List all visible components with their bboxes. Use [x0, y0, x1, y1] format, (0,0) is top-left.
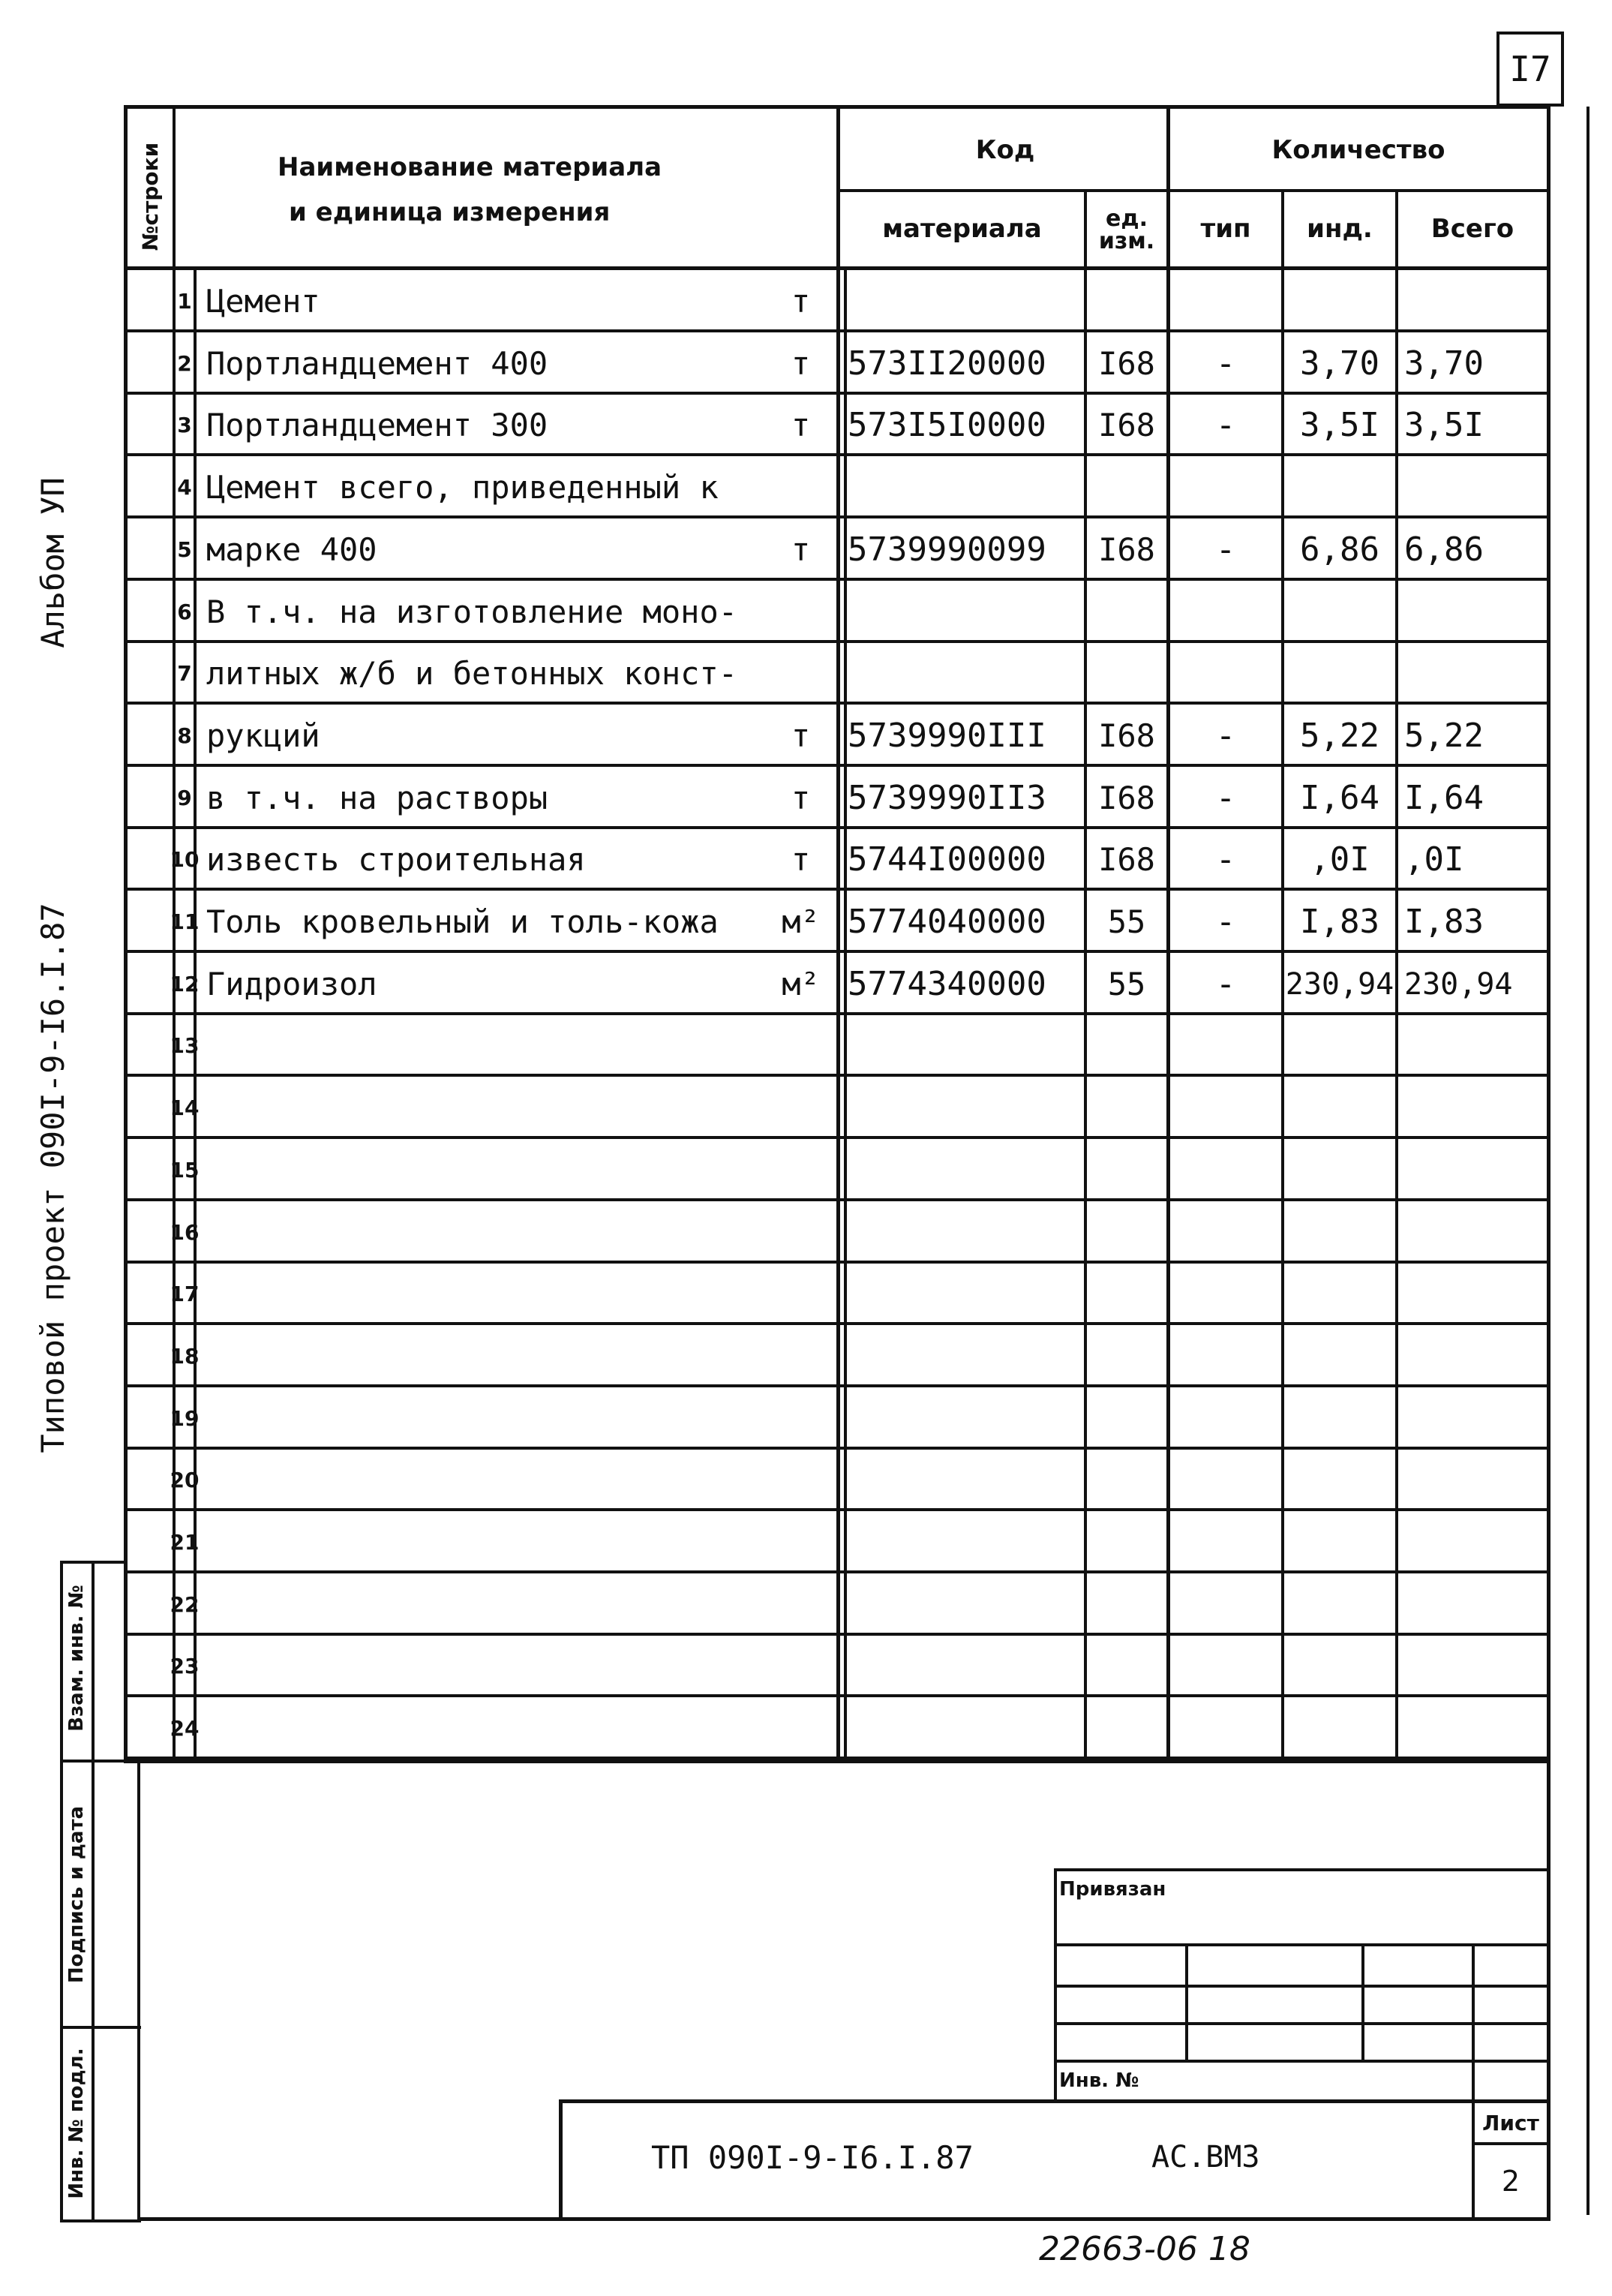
material-code	[848, 456, 1084, 518]
qty-type	[1170, 1325, 1281, 1387]
table-row	[0, 1635, 1612, 1697]
qty-individual	[1284, 456, 1395, 518]
table-row	[0, 1511, 1612, 1573]
header-code-material: материала	[882, 214, 1042, 244]
material-code	[848, 1325, 1084, 1387]
table-row	[0, 270, 1612, 332]
unit-code	[1087, 1139, 1166, 1201]
unit-code: I68	[1098, 841, 1155, 878]
material-unit: т	[791, 717, 811, 754]
row-number: 9	[177, 786, 192, 810]
material-unit	[769, 1139, 833, 1201]
material-unit: т	[791, 531, 811, 568]
unit-code	[1087, 581, 1166, 643]
material-name: В т.ч. на изготовление моно-	[206, 594, 738, 630]
row-number: 10	[170, 847, 200, 872]
unit-code: 55	[1107, 903, 1146, 940]
unit-code	[1087, 1573, 1166, 1636]
table-row	[0, 1139, 1612, 1201]
unit-code	[1087, 642, 1166, 705]
row-number: 22	[170, 1592, 200, 1617]
qty-type	[1170, 1511, 1281, 1573]
qty-total	[1398, 1449, 1553, 1511]
qty-total: 3,5I	[1404, 406, 1484, 444]
podpis-data-label: Подпись и дата	[65, 1805, 88, 1984]
material-unit: т	[791, 345, 811, 382]
qty-total	[1398, 1511, 1553, 1573]
qty-type: -	[1215, 717, 1236, 755]
row-number: 1	[177, 289, 192, 314]
qty-type: -	[1215, 903, 1236, 941]
material-code	[848, 1387, 1084, 1450]
header-name-line1: Наименование материала	[278, 152, 662, 182]
qty-type	[1170, 1449, 1281, 1511]
material-code	[848, 1635, 1084, 1697]
table-row	[0, 1201, 1612, 1264]
qty-individual	[1284, 1573, 1395, 1636]
material-name	[206, 1014, 746, 1077]
table-row	[0, 1325, 1612, 1387]
table-row	[0, 1387, 1612, 1450]
qty-individual	[1284, 1077, 1395, 1139]
unit-code	[1087, 1387, 1166, 1450]
row-number: 6	[177, 600, 192, 624]
material-unit: м²	[782, 966, 820, 1002]
unit-code	[1087, 1014, 1166, 1077]
material-code: 573I5I0000	[848, 406, 1046, 444]
unit-code	[1087, 1697, 1166, 1760]
material-name	[206, 1139, 746, 1201]
material-name	[206, 1325, 746, 1387]
header-row-number: №строки	[137, 142, 163, 251]
qty-type	[1170, 1697, 1281, 1760]
material-name	[206, 1697, 746, 1760]
vzam-inv-label: Взам. инв. №	[65, 1585, 88, 1732]
qty-type	[1170, 1263, 1281, 1325]
material-unit	[769, 1697, 833, 1760]
row-number: 11	[170, 909, 200, 934]
document-code: ТП 090I-9-I6.I.87	[651, 2138, 974, 2176]
row-number: 3	[177, 413, 192, 437]
qty-total	[1398, 1387, 1553, 1450]
table-row	[0, 1263, 1612, 1325]
qty-type: -	[1215, 965, 1236, 1003]
qty-individual	[1284, 1449, 1395, 1511]
material-unit: т	[791, 407, 811, 443]
table-row	[0, 1014, 1612, 1077]
qty-total: 230,94	[1404, 966, 1513, 1002]
qty-total: I,83	[1404, 903, 1484, 941]
privyazan-label: Привязан	[1059, 1877, 1166, 1901]
material-code: 5739990099	[848, 530, 1046, 569]
table-row	[0, 581, 1612, 643]
header-qty-ind: инд.	[1307, 214, 1373, 244]
table-row	[0, 642, 1612, 705]
qty-total	[1398, 1201, 1553, 1264]
inv-number-label: Инв. №	[1059, 2069, 1139, 2092]
header-quantity: Количество	[1271, 135, 1445, 165]
material-name	[206, 1573, 746, 1636]
material-name: Портландцемент 300	[206, 407, 548, 443]
row-number: 20	[170, 1468, 200, 1492]
qty-total	[1398, 270, 1553, 332]
sheet-label: Лист	[1482, 2110, 1539, 2135]
material-unit	[769, 1201, 833, 1264]
material-unit: м²	[782, 903, 820, 940]
unit-code	[1087, 1325, 1166, 1387]
material-name: марке 400	[206, 531, 377, 568]
material-name: в т.ч. на растворы	[206, 780, 548, 816]
material-code: 5774340000	[848, 965, 1046, 1003]
qty-type	[1170, 1077, 1281, 1139]
qty-individual: I,83	[1300, 903, 1379, 941]
qty-individual	[1284, 1201, 1395, 1264]
unit-code	[1087, 1263, 1166, 1325]
material-unit	[769, 1635, 833, 1697]
qty-individual: 3,70	[1300, 344, 1379, 383]
header-code: Код	[975, 135, 1035, 165]
qty-individual	[1284, 1139, 1395, 1201]
unit-code: I68	[1098, 717, 1155, 754]
unit-code: I68	[1098, 531, 1155, 568]
qty-type: -	[1215, 406, 1236, 444]
row-number: 24	[170, 1716, 200, 1741]
row-number: 16	[170, 1220, 200, 1245]
qty-type: -	[1215, 344, 1236, 383]
row-number: 17	[170, 1282, 200, 1306]
material-code	[848, 1697, 1084, 1760]
table-row	[0, 1573, 1612, 1636]
material-unit: т	[791, 780, 811, 816]
qty-individual	[1284, 1263, 1395, 1325]
table-row	[0, 828, 1612, 891]
material-name: Цемент всего, приведенный к	[206, 469, 719, 506]
material-code: 5739990III	[848, 717, 1046, 755]
unit-code	[1087, 1511, 1166, 1573]
qty-individual: I,64	[1300, 779, 1379, 817]
table-row	[0, 891, 1612, 953]
material-code	[848, 270, 1084, 332]
qty-total: 6,86	[1404, 530, 1484, 569]
qty-total: I,64	[1404, 779, 1484, 817]
row-number: 18	[170, 1344, 200, 1369]
material-code	[848, 1014, 1084, 1077]
qty-total: 5,22	[1404, 717, 1484, 755]
material-unit	[769, 1511, 833, 1573]
material-unit	[769, 1325, 833, 1387]
row-number: 7	[177, 661, 192, 686]
qty-type	[1170, 1014, 1281, 1077]
row-number: 13	[170, 1033, 200, 1058]
qty-individual: 3,5I	[1300, 406, 1379, 444]
table-row	[0, 767, 1612, 829]
qty-type	[1170, 1573, 1281, 1636]
material-code: 5744I00000	[848, 840, 1046, 879]
qty-total: 3,70	[1404, 344, 1484, 383]
row-number: 2	[177, 351, 192, 376]
material-unit	[769, 581, 833, 643]
material-code: 5739990II3	[848, 779, 1046, 817]
material-unit	[769, 1077, 833, 1139]
inv-podl-label: Инв. № подл.	[65, 2048, 88, 2199]
qty-individual	[1284, 1387, 1395, 1450]
material-code	[848, 1573, 1084, 1636]
qty-individual	[1284, 1014, 1395, 1077]
row-number: 23	[170, 1654, 200, 1678]
material-code	[848, 1201, 1084, 1264]
qty-type	[1170, 1387, 1281, 1450]
table-row	[0, 1449, 1612, 1511]
row-number: 15	[170, 1158, 200, 1183]
material-unit	[769, 1387, 833, 1450]
material-unit	[769, 1449, 833, 1511]
qty-individual	[1284, 642, 1395, 705]
material-name: известь строительная	[206, 841, 586, 878]
unit-code: I68	[1098, 345, 1155, 382]
table-row	[0, 1697, 1612, 1760]
qty-type	[1170, 456, 1281, 518]
sheet-number: 2	[1501, 2165, 1520, 2198]
qty-type	[1170, 581, 1281, 643]
unit-code	[1087, 456, 1166, 518]
unit-code: 55	[1107, 966, 1146, 1002]
material-name: Толь кровельный и толь-кожа	[206, 903, 719, 940]
unit-code: I68	[1098, 780, 1155, 816]
project-label: Типовой проект 090I-9-I6.I.87	[34, 903, 71, 1453]
material-name: Цемент	[206, 283, 320, 320]
qty-total	[1398, 1014, 1553, 1077]
qty-total	[1398, 1697, 1553, 1760]
footer-number: 22663-06 18	[1039, 2230, 1250, 2268]
material-name	[206, 1511, 746, 1573]
material-code: 573II20000	[848, 344, 1046, 383]
unit-code	[1087, 1635, 1166, 1697]
material-unit	[769, 1573, 833, 1636]
table-row	[0, 705, 1612, 767]
material-code	[848, 1139, 1084, 1201]
table-row	[0, 953, 1612, 1015]
qty-type	[1170, 1635, 1281, 1697]
qty-total: ,0I	[1404, 840, 1464, 879]
material-unit	[769, 456, 833, 518]
table-row	[0, 456, 1612, 518]
row-number: 19	[170, 1406, 200, 1431]
unit-code	[1087, 1449, 1166, 1511]
qty-type	[1170, 1139, 1281, 1201]
qty-individual: 5,22	[1300, 717, 1379, 755]
material-unit	[769, 1014, 833, 1077]
qty-type	[1170, 270, 1281, 332]
qty-type	[1170, 642, 1281, 705]
material-name	[206, 1635, 746, 1697]
qty-total	[1398, 1139, 1553, 1201]
page-number: I7	[1509, 49, 1551, 89]
qty-total	[1398, 1573, 1553, 1636]
header-name-line2: и единица измерения	[289, 197, 611, 227]
material-name	[206, 1387, 746, 1450]
header-qty-total: Всего	[1430, 214, 1514, 244]
row-number: 8	[177, 723, 192, 748]
unit-code	[1087, 270, 1166, 332]
qty-individual: 6,86	[1300, 530, 1379, 569]
material-code	[848, 581, 1084, 643]
unit-code	[1087, 1077, 1166, 1139]
material-name: рукций	[206, 717, 320, 754]
row-number: 4	[177, 475, 192, 500]
material-name	[206, 1263, 746, 1325]
material-unit: т	[791, 283, 811, 320]
header-qty-type: тип	[1200, 214, 1251, 244]
material-name	[206, 1201, 746, 1264]
table-row	[0, 394, 1612, 456]
qty-total	[1398, 1325, 1553, 1387]
material-name	[206, 1077, 746, 1139]
qty-individual	[1284, 1697, 1395, 1760]
qty-total	[1398, 642, 1553, 705]
material-name	[206, 1449, 746, 1511]
material-code	[848, 1449, 1084, 1511]
table-row	[0, 518, 1612, 581]
qty-individual	[1284, 1325, 1395, 1387]
table-row	[0, 332, 1612, 395]
material-name: Портландцемент 400	[206, 345, 548, 382]
material-unit: т	[791, 841, 811, 878]
qty-individual: 230,94	[1285, 966, 1394, 1002]
row-number: 14	[170, 1095, 200, 1120]
material-code	[848, 1077, 1084, 1139]
material-code: 5774040000	[848, 903, 1046, 941]
material-name: литных ж/б и бетонных конст-	[206, 655, 738, 692]
qty-individual	[1284, 270, 1395, 332]
material-code	[848, 1263, 1084, 1325]
qty-total	[1398, 1077, 1553, 1139]
qty-total	[1398, 1635, 1553, 1697]
material-code	[848, 1511, 1084, 1573]
page-number-box	[1496, 32, 1564, 107]
material-code	[848, 642, 1084, 705]
table-row	[0, 1077, 1612, 1139]
album-label: Альбом УП	[34, 477, 71, 648]
qty-type: -	[1215, 779, 1236, 817]
unit-code: I68	[1098, 407, 1155, 443]
document-mark: АС.ВМЗ	[1151, 2140, 1260, 2174]
qty-individual: ,0I	[1310, 840, 1370, 879]
qty-individual	[1284, 1511, 1395, 1573]
row-number: 21	[170, 1530, 200, 1555]
qty-individual	[1284, 1635, 1395, 1697]
qty-total	[1398, 456, 1553, 518]
qty-type: -	[1215, 840, 1236, 879]
qty-individual	[1284, 581, 1395, 643]
row-number: 5	[177, 537, 192, 562]
material-unit	[769, 642, 833, 705]
qty-type	[1170, 1201, 1281, 1264]
unit-code	[1087, 1201, 1166, 1264]
qty-total	[1398, 581, 1553, 643]
qty-type: -	[1215, 530, 1236, 569]
material-unit	[769, 1263, 833, 1325]
material-name: Гидроизол	[206, 966, 377, 1002]
row-number: 12	[170, 972, 200, 996]
header-code-unit: ед. изм.	[1098, 206, 1155, 254]
qty-total	[1398, 1263, 1553, 1325]
